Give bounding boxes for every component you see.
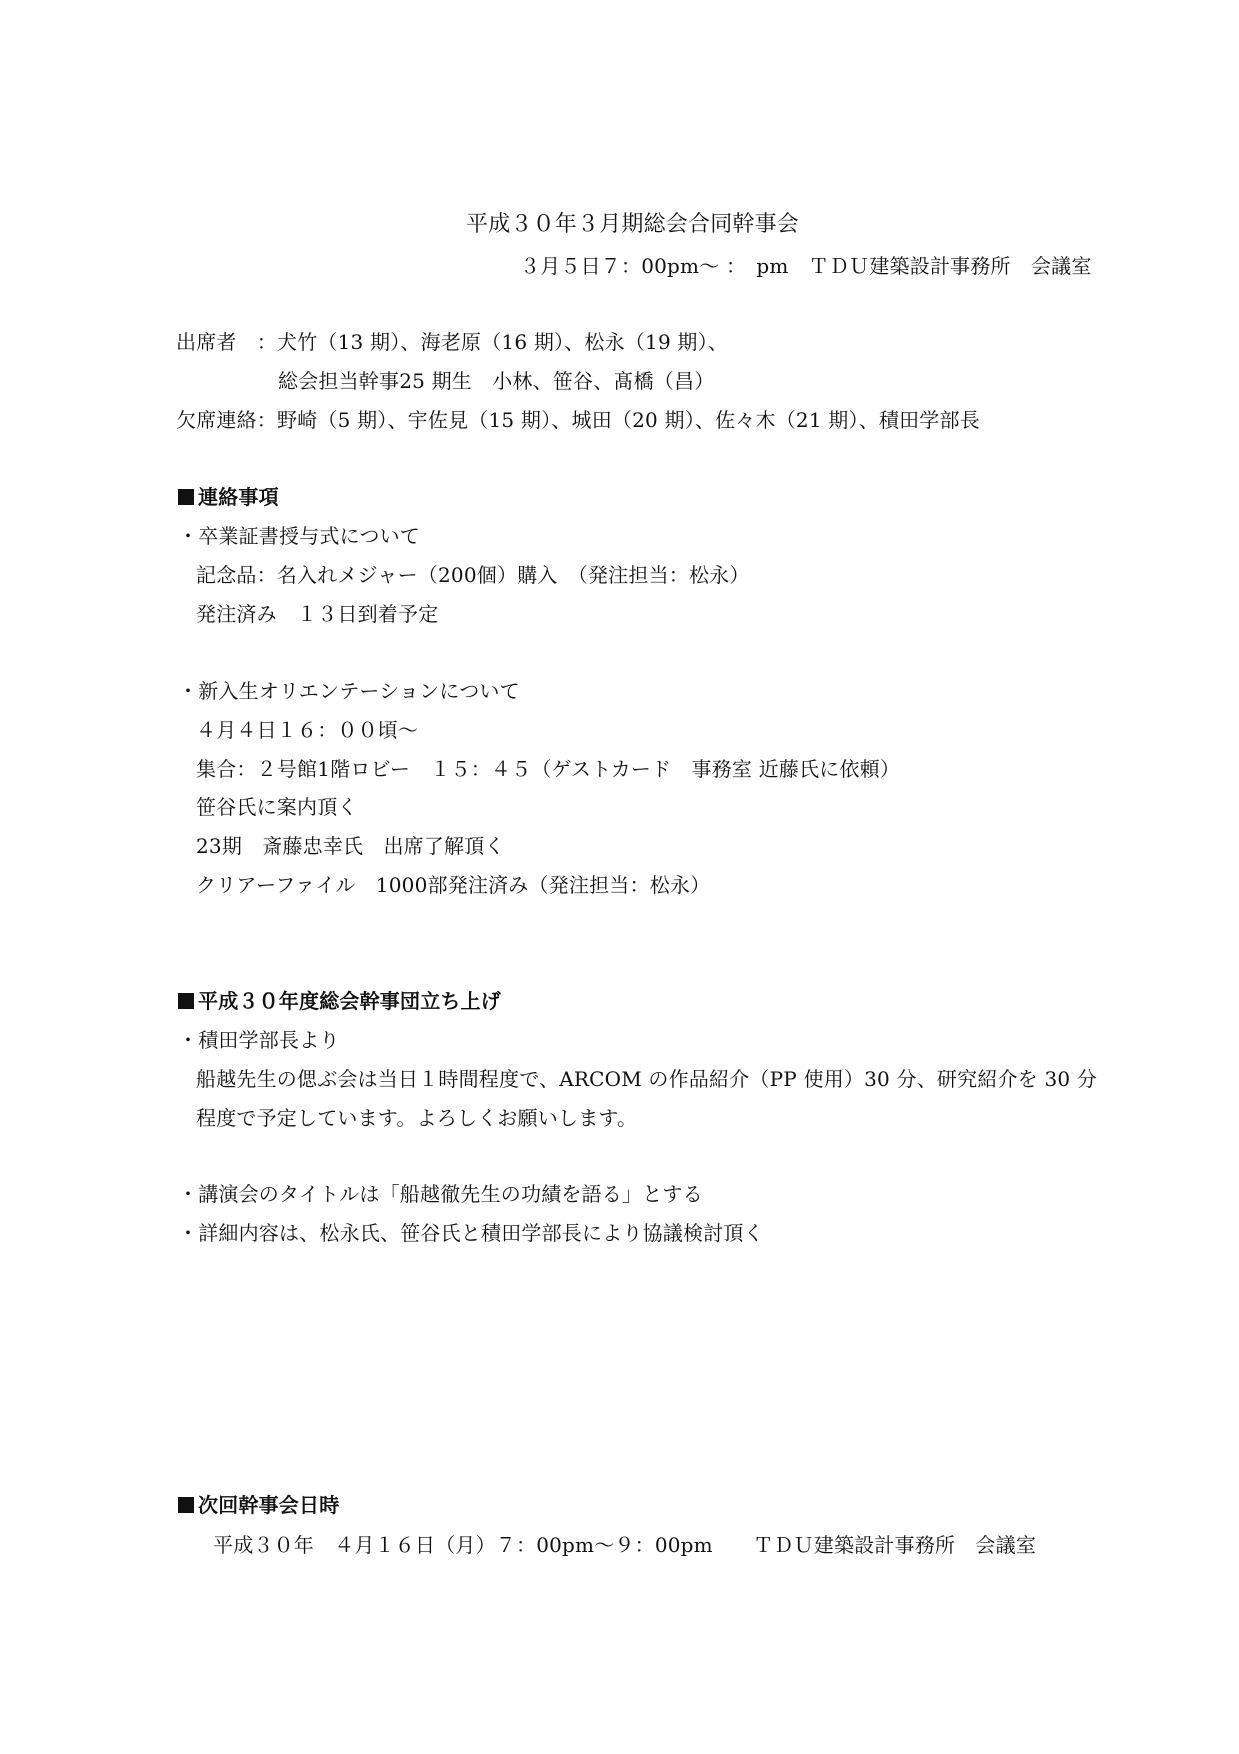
- section-heading-notices: [178, 483, 279, 511]
- section-heading-next-meeting: [178, 1491, 339, 1519]
- next-meeting-datetime: 平成３０年 ４月１６日（月）７：00pm～９：00pm ＴＤＵ建築設計事務所 会議室: [213, 1533, 1037, 1557]
- committee-item-lecture-title: ・講演会のタイトルは「船越徹先生の功績を語る」とする: [178, 1182, 703, 1206]
- meeting-datetime-location: ３月５日７：00pm～ ： pm ＴＤＵ建築設計事務所 会議室: [520, 254, 1092, 278]
- section-heading-committee: [178, 987, 501, 1015]
- committee-item-dean: ・積田学部長より: [178, 1028, 340, 1052]
- absentees-line: 欠席連絡：野崎（5 期）、宇佐見（15 期）、城田（20 期）、佐々木（21 期）、積田学部長: [176, 408, 980, 432]
- committee-dean-detail-2: 程度で予定しています。よろしくお願いします。: [196, 1106, 638, 1130]
- notice-graduation-detail-2: 発注済み １３日到着予定: [196, 602, 439, 626]
- notice-orientation-detail-2: 集合：２号館1階ロビー １５：４５（ゲストカード 事務室 近藤氏に依頼）: [196, 757, 901, 781]
- notice-item-orientation: ・新入生オリエンテーションについて: [178, 679, 520, 703]
- committee-item-details: ・詳細内容は、松永氏、笹谷氏と積田学部長により協議検討頂く: [178, 1221, 764, 1245]
- square-bullet-icon: [178, 489, 194, 505]
- attendees-line-1: 出席者 ：犬竹（13 期）、海老原（16 期）、松永（19 期）、: [176, 330, 729, 354]
- attendees-line-2: 総会担当幹事25 期生 小林、笹谷、髙橋（昌）: [278, 369, 715, 393]
- square-bullet-icon: [178, 993, 194, 1009]
- document-title: 平成３０年３月期総会合同幹事会: [466, 212, 800, 237]
- notice-orientation-detail-5: クリアーファイル 1000部発注済み（発注担当：松永）: [196, 873, 711, 897]
- notice-item-graduation: ・卒業証書授与式について: [178, 524, 420, 548]
- committee-dean-detail-1: 船越先生の偲ぶ会は当日１時間程度で、ARCOM の作品紹介（PP 使用）30 分、研究紹介を 30 分: [196, 1067, 1098, 1091]
- square-bullet-icon: [178, 1497, 194, 1513]
- notice-orientation-detail-3: 笹谷氏に案内頂く: [196, 795, 358, 819]
- section-heading-text: 次回幹事会日時: [198, 1493, 340, 1517]
- notice-graduation-detail-1: 記念品：名入れメジャー（200個）購入 （発注担当：松永）: [196, 563, 750, 587]
- notice-orientation-detail-1: ４月４日１６：００頃～: [196, 718, 419, 742]
- notice-orientation-detail-4: 23期 斎藤忠幸氏 出席了解頂く: [196, 834, 505, 858]
- section-heading-text: 平成３０年度総会幹事団立ち上げ: [198, 989, 501, 1013]
- section-heading-text: 連絡事項: [198, 485, 279, 509]
